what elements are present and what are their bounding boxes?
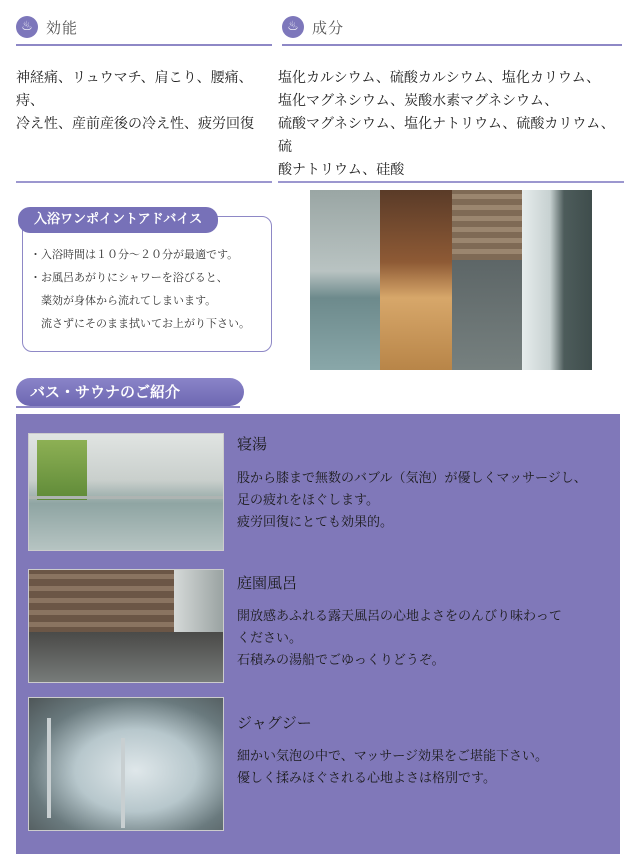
garden-bath-photo xyxy=(28,569,224,683)
item-desc: 股から膝まで無数のバブル（気泡）が優しくマッサージし、 足の疲れをほぐします。 疲労回復にとても効果的。 xyxy=(237,471,587,530)
efficacy-text: 神経痛、リュウマチ、肩こり、腰痛、痔、 冷え性、産前産後の冷え性、疲労回復 xyxy=(16,70,254,132)
sauna-photo xyxy=(380,190,452,370)
banner-underline xyxy=(16,406,240,408)
efficacy-title: 効能 xyxy=(46,19,79,37)
item-title: 庭園風呂 xyxy=(237,574,298,592)
advice-title: 入浴ワンポイントアドバイス xyxy=(18,207,218,233)
components-title: 成分 xyxy=(312,19,345,37)
sleeping-bath-photo xyxy=(28,433,224,551)
divider-left xyxy=(16,181,272,183)
indoor-bath-photo xyxy=(310,190,380,370)
window-bath-photo xyxy=(522,190,592,370)
item-desc: 細かい気泡の中で、マッサージ効果をご堪能下さい。 優しく揉みほぐされる心地よさは格別です。 xyxy=(237,749,548,786)
advice-line: ・お風呂あがりにシャワーを浴びると、 xyxy=(30,271,228,284)
advice-line: 流さずにそのまま拭いてお上がり下さい。 xyxy=(30,317,250,330)
hot-spring-icon: ♨ xyxy=(16,16,38,38)
advice-line: 薬効が身体から流れてしまいます。 xyxy=(30,294,217,307)
advice-list xyxy=(30,243,270,335)
item-title: ジャグジー xyxy=(237,714,312,732)
hot-spring-icon: ♨ xyxy=(282,16,304,38)
bath-photo-collage xyxy=(310,190,592,370)
efficacy-header xyxy=(16,14,272,46)
components-text: 塩化カルシウム、硫酸カルシウム、塩化カリウム、 塩化マグネシウム、炭酸水素マグネシウム、 硫酸マグネシウム、塩化ナトリウム、硫酸カリウム、硫 酸ナトリウム、硅酸 xyxy=(278,70,615,178)
bath-floor-photo xyxy=(452,260,522,370)
item-desc: 開放感あふれる露天風呂の心地よさをのんびり味わって ください。 石積みの湯船でごゆっくりどうぞ。 xyxy=(237,609,562,668)
jacuzzi-photo xyxy=(28,697,224,831)
divider-right xyxy=(278,181,624,183)
item-title: 寝湯 xyxy=(237,435,268,453)
bath-sauna-banner: バス・サウナのご紹介 xyxy=(16,378,244,406)
advice-line: ・入浴時間は１０分～２０分が最適です。 xyxy=(30,248,239,261)
components-header xyxy=(282,14,622,46)
